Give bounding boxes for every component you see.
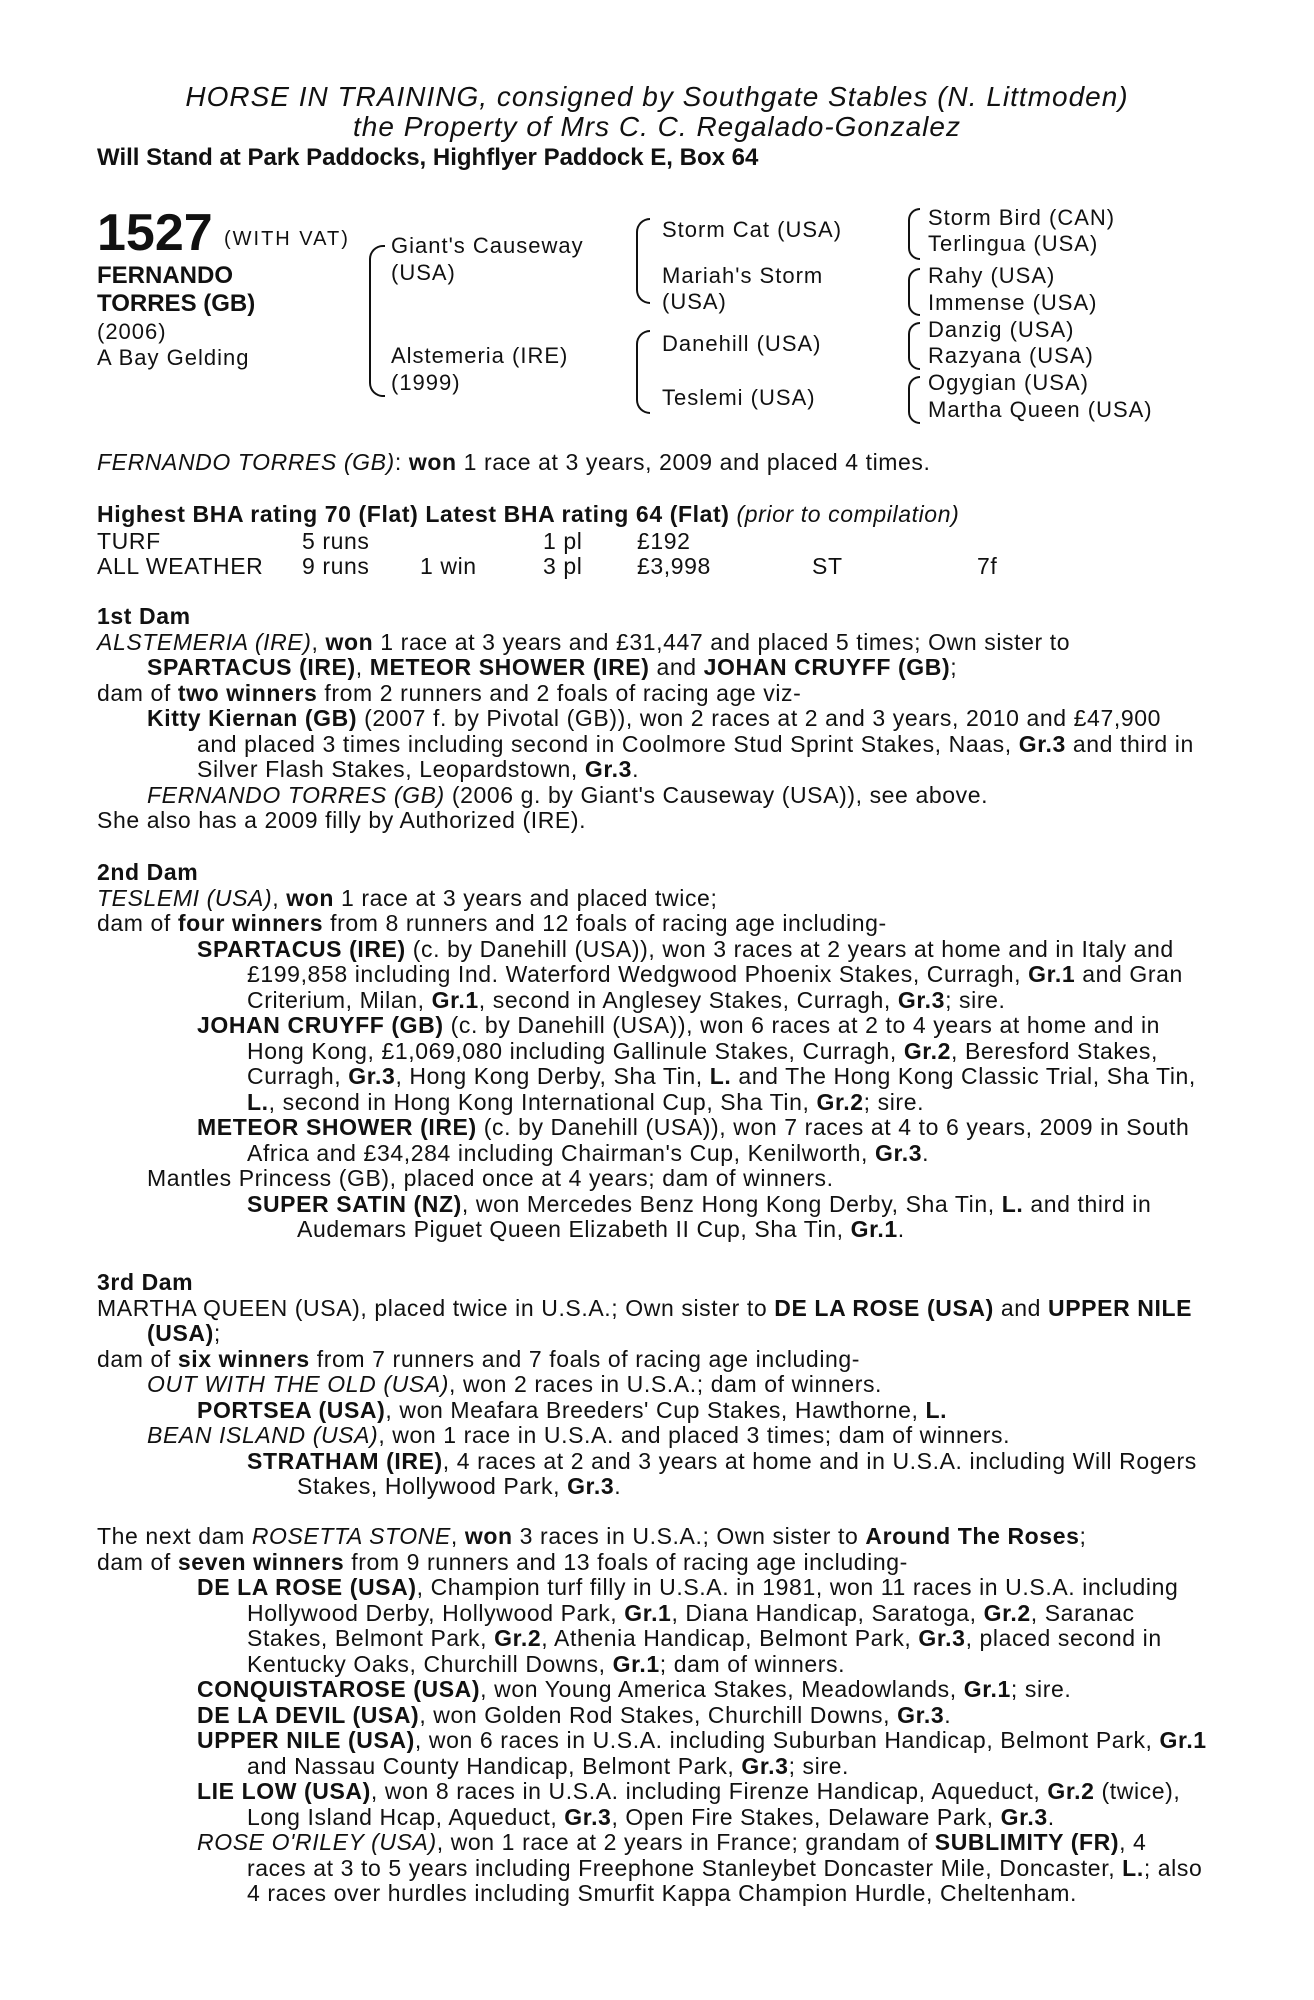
- grade: Gr.1: [1159, 1727, 1207, 1753]
- aw-placed: 3 pl: [543, 553, 583, 579]
- pedigree-brace: [908, 322, 920, 370]
- sire-dam-line1: Mariah's Storm: [662, 263, 824, 288]
- dam-dam: Teslemi (USA): [662, 385, 816, 410]
- sibling-name: UPPER NILE (USA): [147, 1294, 1193, 1346]
- text: The next dam: [97, 1523, 252, 1549]
- grade: Gr.3: [1018, 730, 1066, 757]
- dss-name: Danzig (USA): [928, 317, 1075, 342]
- progeny-name: LIE LOW (USA): [197, 1778, 371, 1804]
- punct: .: [614, 1473, 622, 1499]
- punct: ;: [950, 654, 958, 680]
- listed: L.: [1122, 1854, 1144, 1881]
- grade: Gr.1: [431, 986, 479, 1013]
- progeny-entry: [97, 1449, 1207, 1500]
- dam-of-line: [97, 681, 1207, 707]
- progeny-entry: [97, 1677, 1207, 1703]
- rating-note: (prior to compilation): [736, 501, 960, 527]
- progeny-entry: [97, 937, 1207, 1014]
- text: (twice), Long Island Hcap, Aqueduct,: [247, 1778, 1181, 1830]
- horse-name: [97, 262, 255, 318]
- grade: Gr.2: [1047, 1778, 1095, 1804]
- section-title: 2nd Dam: [97, 859, 199, 885]
- text: from 2 runners and 2 foals of racing age viz-: [317, 679, 802, 706]
- aw-wins: 1 win: [420, 553, 477, 579]
- text: and: [993, 1294, 1049, 1321]
- text: , won Golden Rod Stakes, Churchill Downs,: [419, 1701, 898, 1728]
- progeny-entry: [97, 1575, 1207, 1677]
- grade: Gr.2: [494, 1625, 542, 1651]
- grade: Gr.2: [903, 1037, 951, 1064]
- rating-text: Highest BHA rating 70 (Flat) Latest BHA rating 64 (Flat): [97, 501, 730, 527]
- progeny-name: SPARTACUS (IRE): [197, 935, 406, 962]
- ddd-name: Martha Queen (USA): [928, 397, 1153, 422]
- turf-money: £192: [637, 528, 691, 554]
- third-dam-section: [97, 1270, 1207, 1500]
- punct: ;: [213, 1320, 221, 1346]
- sibling-name: DE LA ROSE (USA): [774, 1294, 994, 1321]
- text: , Diana Handicap, Saratoga,: [671, 1599, 984, 1626]
- ssd-name: Terlingua (USA): [928, 231, 1099, 256]
- progeny-name: FERNANDO TORRES (GB): [147, 781, 445, 808]
- progeny-entry: Mantles Princess (GB), placed once at 4 years; dam of winners.: [147, 1165, 834, 1191]
- progeny-entry: [97, 783, 1207, 809]
- sibling-name: METEOR SHOWER (IRE): [369, 654, 650, 680]
- foaling-year: (2006): [97, 319, 167, 344]
- progeny-name: ROSE O'RILEY (USA): [197, 1829, 437, 1855]
- text: ; sire.: [863, 1088, 925, 1115]
- own-sister-line: [97, 655, 1207, 681]
- horse-name-line1: FERNANDO: [97, 262, 233, 289]
- text: dam of: [97, 910, 178, 936]
- text: 1 race at 3 years and placed twice;: [341, 884, 718, 911]
- progeny-name: METEOR SHOWER (IRE): [197, 1114, 477, 1140]
- text: , won 6 races in U.S.A. including Suburban Handicap, Belmont Park,: [414, 1727, 1160, 1753]
- turf-label: TURF: [97, 528, 161, 554]
- pedigree-brace: [908, 208, 920, 260]
- text: (c. by Danehill (USA)), won 3 races at 2 years at home and in Italy and £199,858 including Ind. Waterford Wedgwood Phoenix Stakes, Curragh,: [247, 935, 1174, 987]
- progeny-entry: [97, 1423, 1207, 1449]
- punct: .: [1047, 1803, 1055, 1830]
- text: , Beresford Stakes, Curragh,: [247, 1037, 1158, 1089]
- dam-record: [97, 886, 1207, 912]
- punct: ,: [450, 1523, 465, 1549]
- listed: L.: [925, 1396, 948, 1423]
- punct: ,: [311, 628, 319, 655]
- won-label: won: [286, 884, 335, 911]
- text: , placed second in Kentucky Oaks, Churchill Downs,: [247, 1625, 1162, 1677]
- winners-count: six winners: [177, 1345, 310, 1372]
- text: , won Young America Stakes, Meadowlands,: [480, 1676, 964, 1702]
- dam-record-rest: 1 race at 3 years and £31,447 and placed 5 times; Own sister to: [380, 628, 1071, 655]
- sibling-name: JOHAN CRUYFF (GB): [703, 654, 951, 680]
- progeny-name: PORTSEA (USA): [197, 1396, 386, 1423]
- progeny-entry: [97, 1398, 1207, 1424]
- dam-year: (1999): [391, 370, 461, 395]
- summary-rest: 1 race at 3 years, 2009 and placed 4 times.: [463, 449, 931, 475]
- listed: L.: [709, 1063, 732, 1089]
- pedigree-brace: [908, 268, 920, 316]
- aw-runs: 9 runs: [302, 553, 370, 579]
- progeny-entry: [97, 706, 1207, 783]
- progeny-name: BEAN ISLAND (USA): [147, 1422, 379, 1448]
- dam-of-line: [97, 911, 1207, 937]
- summary-colon: :: [394, 449, 402, 475]
- grade: Gr.1: [624, 1599, 672, 1626]
- punct: .: [944, 1701, 952, 1728]
- dam-sire: Danehill (USA): [662, 331, 822, 356]
- grade: Gr.1: [1028, 961, 1076, 987]
- text: ; dam of winners.: [659, 1650, 846, 1677]
- dam-name: ROSETTA STONE: [251, 1523, 451, 1549]
- text: , won 1 race at 2 years in France; grandam of: [436, 1829, 935, 1855]
- text: , Hong Kong Derby, Sha Tin,: [395, 1063, 710, 1089]
- progeny-name: DE LA DEVIL (USA): [197, 1701, 420, 1728]
- progeny-entry: [97, 1779, 1207, 1830]
- horse-name-line2: TORRES (GB): [97, 290, 256, 317]
- sire-dam-line2: (USA): [662, 289, 727, 314]
- text: , won Mercedes Benz Hong Kong Derby, Sha Tin,: [461, 1190, 1002, 1217]
- text: ; sire.: [945, 986, 1006, 1013]
- progeny-entry: [97, 1372, 1207, 1398]
- text: , Athenia Handicap, Belmont Park,: [541, 1625, 919, 1651]
- text: , won 2 races in U.S.A.; dam of winners.: [448, 1371, 883, 1397]
- punct: .: [632, 756, 640, 782]
- text: and Nassau County Handicap, Belmont Park,: [247, 1752, 742, 1779]
- text: (2007 f. by Pivotal (GB)), won 2 races at 2 and 3 years, 2010 and £47,900 and placed 3 times including second in Coolmore Stud Sprint Stakes, Naas,: [197, 705, 1162, 757]
- progeny-name: JOHAN CRUYFF (GB): [197, 1012, 444, 1038]
- grade: Gr.2: [983, 1599, 1031, 1626]
- text: ; sire.: [1010, 1676, 1072, 1702]
- punct: ,: [272, 884, 280, 911]
- bha-rating: [97, 502, 959, 528]
- dam-of-line: [97, 1347, 1207, 1373]
- grade: Gr.3: [874, 1139, 923, 1166]
- text: ; sire.: [788, 1752, 849, 1779]
- pedigree-brace: [369, 245, 385, 397]
- punct: .: [897, 1216, 905, 1242]
- text: , 4 races at 2 and 3 years at home and in U.S.A. including Will Rogers Stakes, Hollywood Park,: [297, 1447, 1197, 1499]
- sire-name: Giant's Causeway: [391, 233, 584, 258]
- dam-of-line: [97, 1550, 1207, 1576]
- descendant-name: SUBLIMITY (FR): [934, 1829, 1120, 1855]
- text: from 9 runners and 13 foals of racing age including-: [344, 1548, 908, 1575]
- grade: Gr.3: [564, 1803, 612, 1830]
- text: , won Meafara Breeders' Cup Stakes, Hawthorne,: [385, 1396, 926, 1423]
- dam-name: TESLEMI (USA): [97, 884, 273, 911]
- progeny-name: Kitty Kiernan (GB): [147, 705, 358, 731]
- aw-label: ALL WEATHER: [97, 553, 264, 579]
- text: and third in Silver Flash Stakes, Leopardstown,: [197, 730, 1194, 782]
- second-dam-section: [97, 860, 1207, 1243]
- progeny-name: CONQUISTAROSE (USA): [197, 1676, 481, 1702]
- text: dam of: [97, 1345, 178, 1372]
- grade: Gr.3: [918, 1625, 966, 1651]
- text: and third in Audemars Piguet Queen Elizabeth II Cup, Sha Tin,: [297, 1190, 1152, 1242]
- aw-going: ST: [812, 553, 843, 579]
- sss-name: Storm Bird (CAN): [928, 205, 1116, 230]
- grade: Gr.3: [741, 1752, 789, 1779]
- text: , Champion turf filly in U.S.A. in 1981, won 11 races in U.S.A. including Hollywood Derby, Hollywood Park,: [247, 1574, 1179, 1626]
- grade: Gr.3: [348, 1063, 396, 1089]
- text: (2006 g. by Giant's Causeway (USA)), see above.: [444, 781, 989, 808]
- section-title: 3rd Dam: [97, 1269, 194, 1295]
- text: from 8 runners and 12 foals of racing age including-: [323, 910, 887, 936]
- progeny-name: UPPER NILE (USA): [197, 1727, 415, 1753]
- property-line: the Property of Mrs C. C. Regalado-Gonzalez: [353, 111, 961, 142]
- aw-distance: 7f: [977, 553, 998, 579]
- turf-placed: 1 pl: [543, 528, 583, 554]
- won-label: won: [464, 1523, 513, 1549]
- sds-name: Rahy (USA): [928, 263, 1056, 288]
- text: from 7 runners and 7 foals of racing age including-: [309, 1345, 861, 1372]
- text: , 4 races at 3 to 5 years including Freephone Stanleybet Doncaster Mile, Doncaster,: [247, 1829, 1147, 1881]
- sibling-name: Around The Roses: [865, 1523, 1080, 1549]
- sdd-name: Immense (USA): [928, 290, 1098, 315]
- summary-won: won: [408, 449, 457, 475]
- progeny-entry: [97, 1728, 1207, 1779]
- progeny-entry: [97, 1192, 1207, 1243]
- dam-name: Alstemeria (IRE): [391, 343, 569, 368]
- progeny-name: STRATHAM (IRE): [247, 1447, 443, 1474]
- punct: ,: [355, 654, 370, 680]
- grade: Gr.1: [612, 1650, 660, 1677]
- listed: L.: [247, 1088, 269, 1115]
- text: , Saranac Stakes, Belmont Park,: [247, 1599, 1135, 1651]
- consignor-line: HORSE IN TRAINING, consigned by Southgate Stables (N. Littmoden): [185, 81, 1129, 112]
- text: 3 races in U.S.A.; Own sister to: [512, 1523, 866, 1549]
- text: and Gran Criterium, Milan,: [247, 961, 1183, 1013]
- winners-count: two winners: [177, 679, 318, 706]
- aw-money: £3,998: [637, 553, 711, 579]
- progeny-entry: [97, 1115, 1207, 1166]
- progeny-entry: [97, 1830, 1207, 1907]
- progeny-name: SUPER SATIN (NZ): [247, 1190, 462, 1217]
- sire-sire: Storm Cat (USA): [662, 217, 843, 242]
- sire-country: (USA): [391, 260, 456, 285]
- grade: Gr.2: [816, 1088, 864, 1115]
- grade: Gr.1: [850, 1216, 898, 1242]
- winners-count: seven winners: [177, 1548, 345, 1575]
- section-title: 1st Dam: [97, 603, 191, 629]
- summary-horse-name: FERNANDO TORRES (GB): [97, 449, 395, 475]
- text: and The Hong Kong Classic Trial, Sha Tin,: [731, 1063, 1196, 1089]
- first-dam-section: [97, 604, 1207, 834]
- grade: Gr.3: [584, 756, 633, 782]
- grade: Gr.3: [897, 986, 946, 1013]
- sibling-name: SPARTACUS (IRE): [147, 654, 356, 680]
- text: (c. by Danehill (USA)), won 7 races at 4 to 6 years, 2009 in South Africa and £34,284 including Chairman's Cup, Kenilworth,: [247, 1114, 1190, 1166]
- dds-name: Ogygian (USA): [928, 370, 1089, 395]
- dam-record: [97, 1524, 1207, 1550]
- grade: Gr.3: [1000, 1803, 1048, 1830]
- lot-number: 1527: [97, 204, 213, 262]
- progeny-name: OUT WITH THE OLD (USA): [147, 1371, 449, 1397]
- text: , second in Hong Kong International Cup, Sha Tin,: [268, 1088, 817, 1115]
- text: dam of: [97, 1548, 178, 1575]
- grade: Gr.3: [897, 1701, 945, 1728]
- grade: Gr.1: [963, 1676, 1011, 1702]
- text: , won 8 races in U.S.A. including Firenze Handicap, Aqueduct,: [370, 1778, 1048, 1804]
- grade: Gr.3: [567, 1473, 615, 1499]
- horse-description: A Bay Gelding: [97, 345, 250, 370]
- progeny-entry: [97, 1703, 1207, 1729]
- text: (c. by Danehill (USA)), won 6 races at 2 to 4 years at home and in Hong Kong, £1,069,080 including Gallinule Stakes, Curragh,: [247, 1012, 1161, 1064]
- punct: ;: [1079, 1523, 1087, 1549]
- race-summary: [97, 450, 931, 476]
- punct: and: [649, 654, 704, 680]
- next-dam-section: [97, 1524, 1207, 1907]
- pedigree-brace: [636, 218, 650, 304]
- won-label: won: [325, 628, 374, 655]
- progeny-name: DE LA ROSE (USA): [197, 1574, 417, 1600]
- text: dam of: [97, 679, 178, 706]
- location-line: Will Stand at Park Paddocks, Highflyer Paddock E, Box 64: [97, 144, 759, 171]
- punct: .: [922, 1139, 930, 1166]
- dsd-name: Razyana (USA): [928, 343, 1094, 368]
- text: , second in Anglesey Stakes, Curragh,: [478, 986, 898, 1013]
- text: , won 1 race in U.S.A. and placed 3 times; dam of winners.: [378, 1422, 1011, 1448]
- progeny-entry: [97, 1013, 1207, 1115]
- listed: L.: [1001, 1190, 1024, 1217]
- pedigree-brace: [908, 376, 920, 424]
- vat-label: (WITH VAT): [224, 228, 350, 250]
- text: ; also 4 races over hurdles including Smurfit Kappa Champion Hurdle, Cheltenham.: [247, 1854, 1203, 1906]
- winners-count: four winners: [177, 910, 324, 936]
- also-line: She also has a 2009 filly by Authorized (IRE).: [97, 807, 587, 833]
- dam-record: [97, 630, 1207, 656]
- dam-name: ALSTEMERIA (IRE): [97, 628, 312, 655]
- text: MARTHA QUEEN (USA), placed twice in U.S.A.; Own sister to: [97, 1294, 775, 1321]
- pedigree-brace: [636, 330, 650, 414]
- turf-runs: 5 runs: [302, 528, 370, 554]
- text: , Open Fire Stakes, Delaware Park,: [611, 1803, 1001, 1830]
- dam-record: [97, 1296, 1207, 1347]
